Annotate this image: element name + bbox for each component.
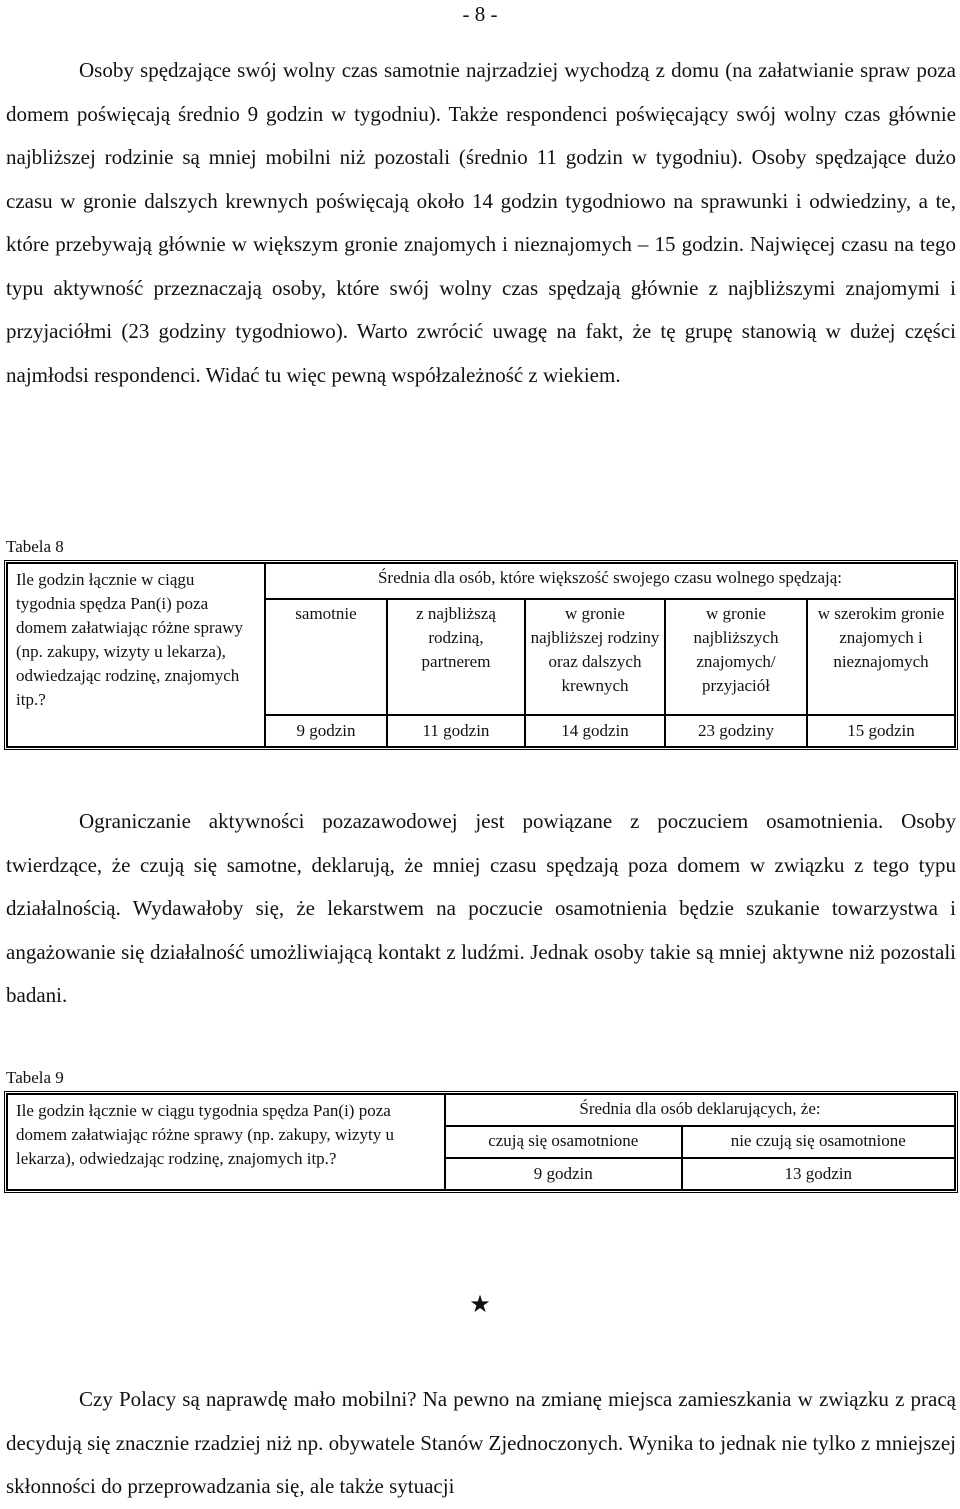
table-8-question: Ile godzin łącznie w ciągu tygodnia spędza Pan(i) poza domem załatwiając różne sprawy (np. zakupy, wizyty u lekarza), odwiedzając rodzinę, znajomych itp.? bbox=[7, 563, 265, 747]
table-9-column-header: nie czują się osamotnione bbox=[682, 1126, 955, 1158]
table-9 bbox=[4, 1091, 958, 1193]
table-8-value: 15 godzin bbox=[807, 715, 955, 747]
table-8-header: Średnia dla osób, które większość swojego czasu wolnego spędzają: bbox=[265, 563, 955, 599]
page-number: - 8 - bbox=[462, 2, 498, 26]
paragraph-1 bbox=[6, 49, 956, 397]
table-8-value: 11 godzin bbox=[387, 715, 525, 747]
table-8-column-header: w gronie najbliższych znajomych/ przyjaciół bbox=[665, 599, 807, 715]
paragraph-2 bbox=[6, 800, 956, 1018]
table-8-column-header: w szerokim gronie znajomych i nieznajomych bbox=[807, 599, 955, 715]
table-9-column-header: czują się osamotnione bbox=[445, 1126, 682, 1158]
paragraph-3-text: Czy Polacy są naprawdę mało mobilni? Na pewno na zmianę miejsca zamieszkania w związku z pracą decydują się znacznie rzadziej niż np. obywatele Stanów Zjednoczonych. Wynika to jednak nie tylko z mniejszej skłonności do przeprowadzania się, ale także sytuacji bbox=[6, 1387, 956, 1498]
table-9-value: 9 godzin bbox=[445, 1158, 682, 1190]
paragraph-1-text: Osoby spędzające swój wolny czas samotnie najrzadziej wychodzą z domu (na załatwianie spraw poza domem poświęcają średnio 9 godzin w tygodniu). Także respondenci poświęcający swój wolny czas głównie najbliższej rodzinie są mniej mobilni niż pozostali (średnio 11 godzin w tygodniu). Osoby spędzające dużo czasu w gronie dalszych krewnych poświęcają około 14 godzin tygodniowo na sprawunki i odwiedziny, a te, które przebywają głównie w większym gronie znajomych i nieznajomych – 15 godzin. Najwięcej czasu na tego typu aktywność przeznaczają osoby, które swój wolny czas spędzają głównie z najbliższymi znajomymi i przyjaciółmi (23 godziny tygodniowo). Warto zwrócić uwagę na fakt, że tę grupę stanowią w dużej części najmłodsi respondenci. Widać tu więc pewną współzależność z wiekiem. bbox=[6, 58, 956, 387]
table-9-question: Ile godzin łącznie w ciągu tygodnia spędza Pan(i) poza domem załatwiając różne sprawy (np. zakupy, wizyty u lekarza), odwiedzając rodzinę, znajomych itp.? bbox=[7, 1094, 445, 1190]
table-8-column-header: samotnie bbox=[265, 599, 387, 715]
table-8 bbox=[4, 560, 958, 750]
table-9-header: Średnia dla osób deklarujących, że: bbox=[445, 1094, 955, 1126]
table-8-value: 14 godzin bbox=[525, 715, 665, 747]
table-8-value: 23 godziny bbox=[665, 715, 807, 747]
star-separator-icon: ★ bbox=[469, 1292, 491, 1318]
table-9-caption: Tabela 9 bbox=[6, 1068, 64, 1087]
table-8-column-header: w gronie najbliższej rodziny oraz dalszych krewnych bbox=[525, 599, 665, 715]
table-8-value: 9 godzin bbox=[265, 715, 387, 747]
paragraph-2-text: Ograniczanie aktywności pozazawodowej jest powiązane z poczuciem osamotnienia. Osoby twierdzące, że czują się samotne, deklarują, że mniej czasu spędzają poza domem w związku z tego typu działalnością. Wydawałoby się, że lekarstwem na poczucie osamotnienia będzie szukanie towarzystwa i angażowanie się działalność umożliwiającą kontakt z ludźmi. Jednak osoby takie są mniej aktywne niż pozostali badani. bbox=[6, 809, 956, 1007]
table-9-value: 13 godzin bbox=[682, 1158, 955, 1190]
paragraph-3 bbox=[6, 1378, 956, 1509]
table-8-column-header: z najbliższą rodziną, partnerem bbox=[387, 599, 525, 715]
table-8-caption: Tabela 8 bbox=[6, 537, 64, 556]
